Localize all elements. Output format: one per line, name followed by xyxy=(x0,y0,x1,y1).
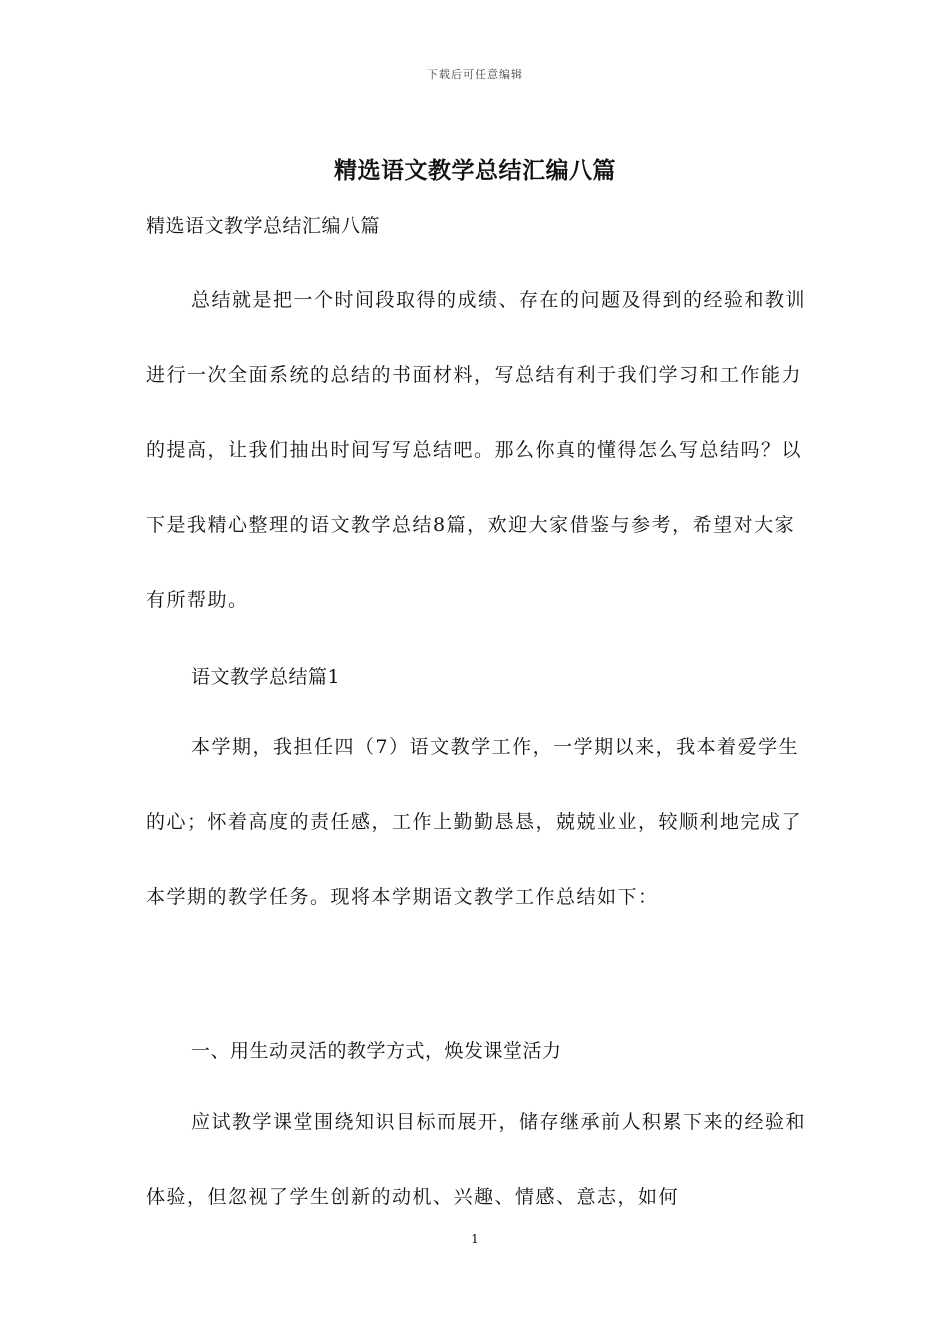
intro-paragraph: 总结就是把一个时间段取得的成绩、存在的问题及得到的经验和教训进行一次全面系统的总结的书面材料，写总结有利于我们学习和工作能力的提高，让我们抽出时间写写总结吧。那么你真的懂得怎么写总结吗？以下是我精心整理的语文教学总结8篇，欢迎大家借鉴与参考，希望对大家有所帮助。 xyxy=(146,289,807,611)
header-note: 下载后可任意编辑 xyxy=(427,68,523,81)
section1-paragraph: 本学期，我担任四（7）语文教学工作，一学期以来，我本着爱学生的心；怀着高度的责任感，工作上勤勤恳恳，兢兢业业，较顺利地完成了本学期的教学任务。现将本学期语文教学工作总结如下： xyxy=(146,736,803,908)
section-heading-1: 语文教学总结篇1 xyxy=(191,666,341,688)
document-title: 精选语文教学总结汇编八篇 xyxy=(334,157,616,184)
document-subtitle: 精选语文教学总结汇编八篇 xyxy=(146,215,381,237)
subheading-1: 一、用生动灵活的教学方式，焕发课堂活力 xyxy=(191,1040,562,1062)
paragraph-2: 应试教学课堂围绕知识目标而展开，储存继承前人积累下来的经验和体验，但忽视了学生创新的动机、兴趣、情感、意志，如何 xyxy=(146,1111,807,1208)
page-number: 1 xyxy=(471,1232,479,1246)
